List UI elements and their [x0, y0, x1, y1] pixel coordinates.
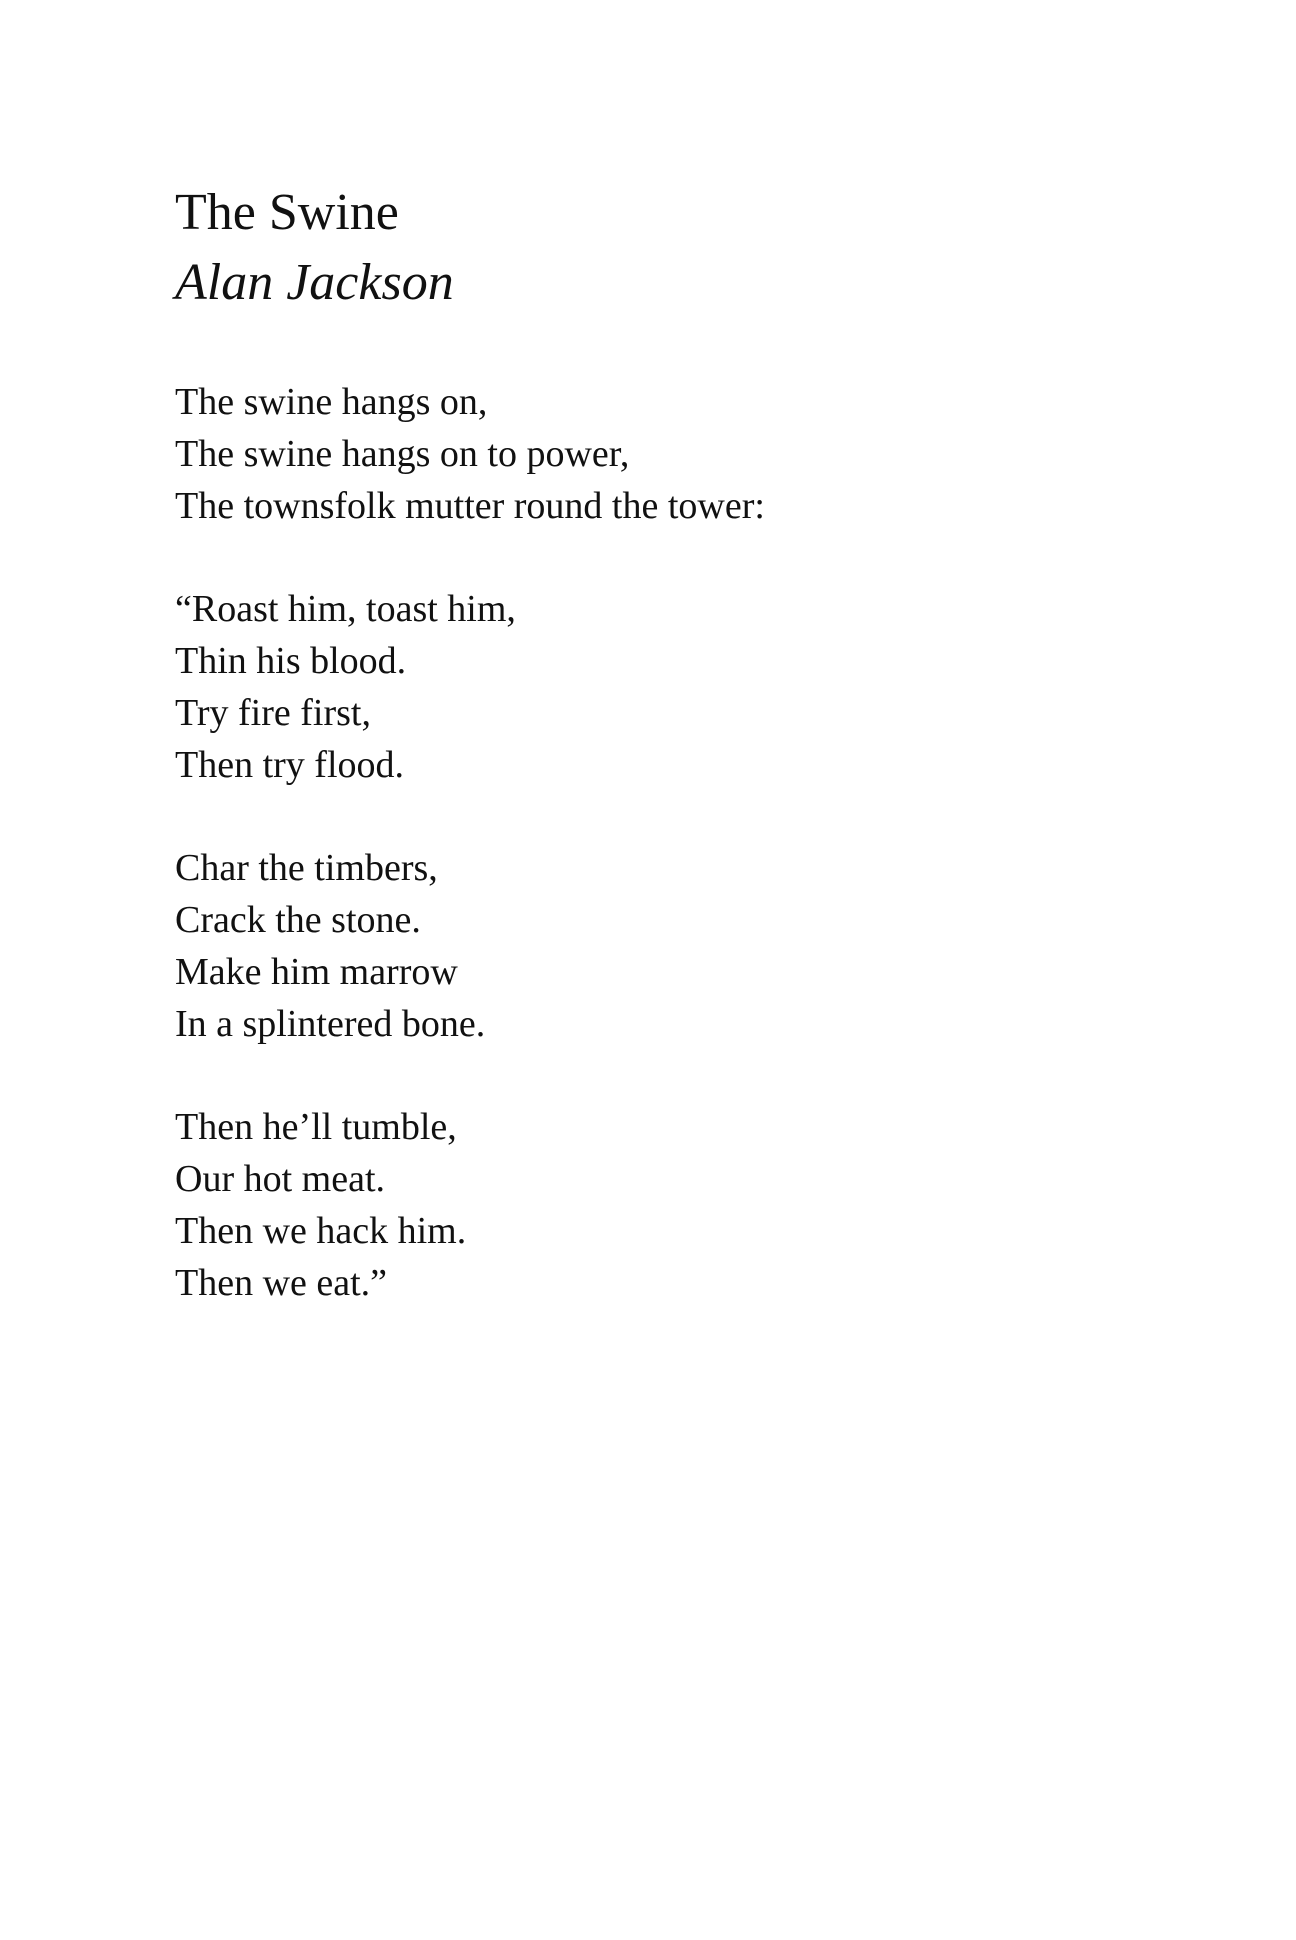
- poem-author: Alan Jackson: [175, 254, 454, 311]
- poem-line: Try fire first,: [175, 692, 371, 734]
- stanza: [175, 583, 1175, 791]
- poem-line: Then try flood.: [175, 744, 405, 786]
- poem-line: In a splintered bone.: [175, 1003, 486, 1045]
- poem-line: Thin his blood.: [175, 640, 407, 682]
- poem-line: The swine hangs on,: [175, 381, 488, 423]
- poem-line: Our hot meat.: [175, 1158, 386, 1200]
- poem-line: Then we eat.”: [175, 1262, 388, 1304]
- poem-line: “Roast him, toast him,: [175, 588, 516, 630]
- poem-container: [175, 178, 1175, 1360]
- stanza: [175, 842, 1175, 1050]
- poem-title: The Swine: [175, 184, 399, 241]
- poem-line: Crack the stone.: [175, 899, 421, 941]
- poem-line: Make him marrow: [175, 951, 458, 993]
- poem-line: Char the timbers,: [175, 847, 438, 889]
- poem-body: [175, 376, 1175, 1309]
- stanza: [175, 376, 1175, 532]
- poem-line: Then we hack him.: [175, 1210, 467, 1252]
- poem-line: Then he’ll tumble,: [175, 1106, 457, 1148]
- stanza: [175, 1101, 1175, 1309]
- poem-line: The swine hangs on to power,: [175, 433, 630, 475]
- poem-line: The townsfolk mutter round the tower:: [175, 485, 765, 527]
